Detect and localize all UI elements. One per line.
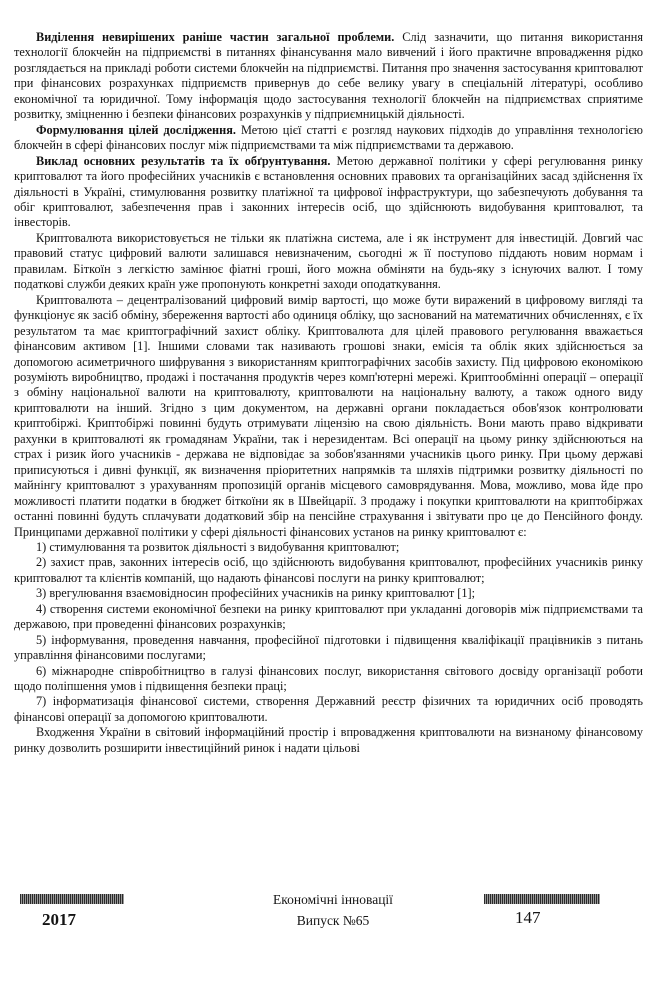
- paragraph-text: Криптовалюта використовується не тільки як платіжна система, але і як інструмент для інвестицій. Довгий час правовий статус цифровий валюти залишався невизначеним, сьогодні ж її поступово піддають новим нормам і правилам. Біткоїн з легкістю замінює фіатні гроші, його можна обміняти на будь-яку з існуючих валют. І тому податкові служби деяких країн уже пропонують конкретні заходи оподаткування.: [14, 230, 643, 292]
- paragraph: [14, 154, 643, 231]
- paragraph-heading: Формулювання цілей дослідження.: [36, 122, 236, 137]
- paragraph-text: 4) створення системи економічної безпеки на ринку криптовалют при укладанні договорів між підприємствами та державою, при проведенні фінансових розрахунків;: [14, 601, 643, 632]
- paragraph: [14, 694, 643, 725]
- paragraph-text: 1) стимулювання та розвиток діяльності з видобування криптовалют;: [36, 539, 400, 554]
- page-number: 147: [515, 908, 541, 927]
- paragraph-text: 7) інформатизація фінансової системи, створення Державний реєстр фізичних та юридичних осіб проводять фінансові операції за допомогою криптовалюти.: [14, 694, 643, 724]
- article-body: [14, 30, 643, 756]
- journal-issue: Випуск №65: [296, 913, 370, 928]
- paragraph: [14, 586, 643, 601]
- paragraph: [14, 293, 643, 540]
- paragraph: [14, 555, 643, 586]
- journal-title: Економічні інновації: [273, 892, 393, 907]
- paragraph-heading: Виділення невирішених раніше частин загальної проблеми.: [36, 30, 395, 44]
- paragraph: [14, 725, 643, 756]
- publication-year: 2017: [42, 910, 76, 929]
- paragraph-text: Метою цієї статті є розгляд наукових підходів до управління технологією блокчейн в сфері фінансових послуг між підприємствами та між підприємствами та державою.: [14, 122, 643, 153]
- paragraph: [14, 231, 643, 293]
- paragraph-text: Входження України в світовий інформаційний простір і впровадження криптовалюти на визнаному фінансовому ринку дозволить розширити інвестиційний ринок і надати цільові: [14, 725, 643, 755]
- paragraph-text: Криптовалюта – децентралізований цифровий вимір вартості, що може бути виражений в цифровому вигляді та функціонує як засіб обміну, збереження вартості або одиниця обліку, що заснований на математичних обчисленнях, є їх результатом та має криптографічний захист обліку. Криптовалюта для цілей правового регулювання вважається фінансовим активом [1]. Іншими словами так називають грошові знаки, емісія та облік яких здійснюється за допомогою асиметричного шифрування з використанням криптографічних засобів захисту. Під цифровою економікою розуміють виробництво, продажі і постачання продуктів через комп'ютерні мережі. Криптообмінні операції – операції з обміну національної валюти на криптовалюту, криптовалюти на національну валюту, а також одного виду криптовалюти на інший. Згідно з цим документом, на державні органи покладається обов'язок контролювати криптобіржі. Криптобіржі повинні будуть отримувати ліцензію на свою діяльність. Вони мають право відкривати рахунки в криптовалюті як громадянам України, так і нерезидентам. Всі операції на цьому ринку здійснюються на страх і ризик його учасників - держава не відповідає за зобов'язаннями учасників цього ринку. При цьому державі приписуються і дивні функції, як визначення пріоритетних напрямків та шляхів підтримки розвитку діяльності по майнінгу криптовалют з урахуванням пропозицій органів місцевого самоврядування. Мова, можливо, мова йде про можливості платити податки в бюджет біткоїни як в Швейцарії. З продажу і покупки криптовалюти на криптобіржах останні повинні будуть сплачувати додатковий збір на пенсійне страхування і звітувати про це до Пенсійного фонду. Принципами державної політики у сфері діяльності фінансових установ на ринку криптовалют є:: [14, 292, 643, 539]
- page-footer: [0, 890, 666, 950]
- paragraph: [14, 540, 643, 555]
- paragraph-text: Слід зазначити, що питання використання технології блокчейн на підприємстві в питаннях фінансування мало вивчений і його практичне впровадження рідко розглядається на прикладі роботи системи блокчейн на підприємстві. Питання про значення застосування криптовалют при фінансових розрахунках підприємств привернув до себе велику увагу в спеціальній літературі, особливо економічної та юридичної. Тому інформація щодо застосування технології блокчейн на підприємствах сприятиме розвитку, зміцненню і безпеки фінансових розрахунків у підприємницькій діяльності.: [14, 30, 643, 122]
- paragraph: [14, 602, 643, 633]
- paragraph-text: Метою державної політики у сфері регулювання ринку криптовалют та його професійних учасників є встановлення основних правових та організаційних засад здійснення їх діяльності в Україні, стимулювання розвитку платіжної та цифрової інфраструктури, що забезпечують добування та обіг криптовалют, забезпечення прав і законних інтересів осіб, що здійснюють видобування криптовалют, та інвесторів.: [14, 153, 643, 230]
- paragraph: [14, 30, 643, 123]
- paragraph-text: 6) міжнародне співробітництво в галузі фінансових послуг, використання світового досвіду організації роботи щодо поліпшення умов і підвищення безпеки праці;: [14, 663, 643, 694]
- paragraph: [14, 664, 643, 695]
- paragraph: [14, 123, 643, 154]
- paragraph-heading: Виклад основних результатів та їх обґрунтування.: [36, 153, 331, 168]
- paragraph-text: 2) захист прав, законних інтересів осіб, що здійснюють видобування криптовалют, професійних учасників ринку криптовалют та клієнтів компаній, що надають фінансові послуги на ринку криптовалют;: [14, 555, 643, 585]
- paragraph-text: 5) інформування, проведення навчання, професійної підготовки і підвищення кваліфікації працівників з питань управління фінансовими послугами;: [14, 632, 643, 663]
- paragraph: [14, 633, 643, 664]
- paragraph-text: 3) врегулювання взаємовідносин професійних учасників на ринку криптовалют [1];: [36, 586, 476, 601]
